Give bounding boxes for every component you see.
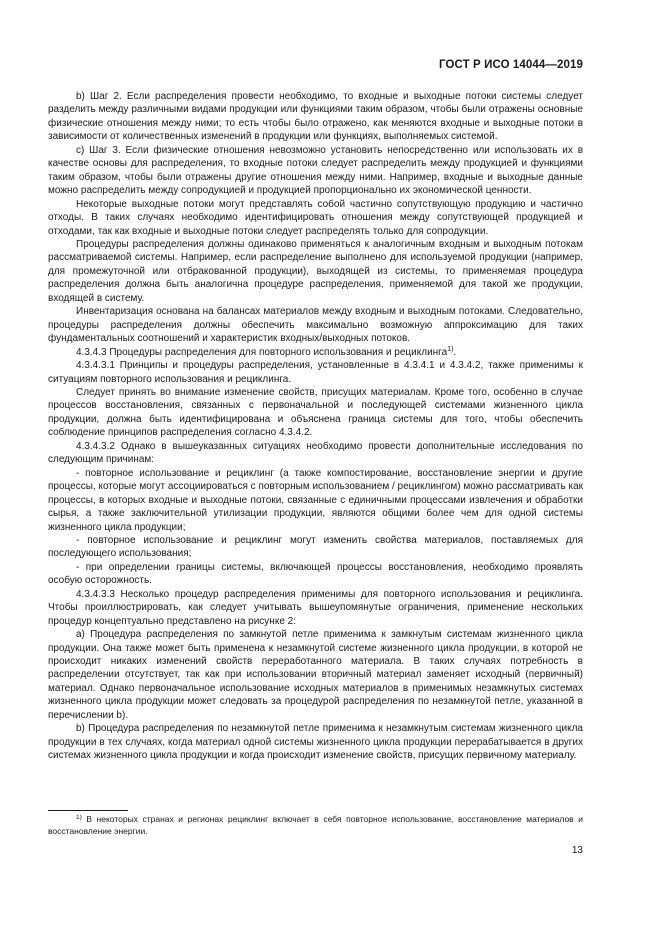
page-number: 13 [571, 845, 583, 856]
paragraph: Следует принять во внимание изменение свойств, присущих материалам. Кроме того, особенно в случае процессов восстановления, связанных с первоначальной и последующей системами жизненного цикла продукции, должна быть идентифицирована и объяснена граница системы для того, чтобы обеспечить соблюдение принципов распределения согласно 4.3.4.2. [48, 386, 583, 439]
list-item: - при определении границы системы, включающей процессы восстановления, необходимо проявлять особую осторожность. [48, 561, 583, 587]
paragraph: Процедуры распределения должны одинаково применяться к аналогичным входным и выходным потокам рассматриваемой системы. Например, если распределение выполнено для используемой продукции (например, для промежуточной или отбракованной продукции), выходящей из системы, то применяемая процедура распределения должна быть аналогична процедуре распределения, применяемой для такой же продукции, входящей в систему. [48, 238, 583, 304]
paragraph: b) Шаг 2. Если распределения провести необходимо, то входные и выходные потоки системы следует разделить между различными видами продукции или функциями таким образом, чтобы были отражены основные физические отношения между ними; то есть чтобы было отражено, как меняются входные и выходные потоки в зависимости от количественных изменений в продукции или функциях, выполняемых системой. [48, 91, 583, 143]
footnote-text: В некоторых странах и регионах рециклинг включает в себя повторное использование, восстановление материалов и восстановление энергии. [48, 814, 583, 836]
list-item: - повторное использование и рециклинг могут изменить свойства материалов, поставляемых для последующего использования; [48, 534, 583, 560]
section-heading-text: 4.3.4.3 Процедуры распределения для повторного использования и рециклинга [76, 346, 448, 358]
footnote-reference: 1) [447, 345, 454, 353]
footnote-divider [48, 810, 128, 811]
paragraph: 4.3.4.3.2 Однако в вышеуказанных ситуациях необходимо провести дополнительные исследования по следующим причинам: [48, 440, 583, 466]
footnote-marker: 1) [76, 814, 82, 821]
paragraph: 4.3.4.3.1 Принципы и процедуры распределения, установленные в 4.3.4.1 и 4.3.4.2, также применимы к ситуациям повторного использования и рециклинга. [48, 360, 583, 385]
footnote [48, 813, 583, 837]
paragraph: Некоторые выходные потоки могут представлять собой частично сопутствующую продукцию и частично отходы. В таких случаях необходимо идентифицировать отношения между сопутствующей продукцией и отходами, так как входные и выходные потоки следует распределять только для сопродукции. [48, 198, 583, 237]
list-item: b) Процедура распределения по незамкнутой петле применима к незамкнутым системам жизненного цикла продукции в тех случаях, когда материал одной системы жизненного цикла продукции перерабатывается в других системах жизненного цикла продукции и когда происходит изменение свойств, присущих первичному материалу. [48, 723, 583, 762]
paragraph: Инвентаризация основана на балансах материалов между входным и выходным потоками. Следовательно, процедуры распределения должны обеспечить максимально возможную аппроксимацию для таких фундаментальных соотношений и характеристик входных/выходных потоков. [48, 306, 583, 345]
paragraph: 4.3.4.3.3 Несколько процедур распределения применимы для повторного использования и рециклинга. Чтобы проиллюстрировать, как следует учитывать вышеупомянутые ограничения, применение нескольких процедур концептуально представлено на рисунке 2: [48, 588, 583, 627]
list-item: a) Процедура распределения по замкнутой петле применима к замкнутым системам жизненного цикла продукции. Она также может быть применена к незамкнутой системе жизненного цикла продукции, в которой не происходит никаких изменений свойств переработанного материала. В таких случаях потребность в распределении отсутствует, так как при использовании вторичный материал заменяет исходный (первичный) материал. Однако первоначальное использование исходных материалов в применимых незамкнутых системах жизненного цикла продукции может следовать за процедурой распределения по незамкнутой петле, указанной в перечислении b). [48, 629, 583, 721]
body-text [48, 90, 583, 763]
section-heading: 4.3.4.3 Процедуры распределения для повторного использования и рециклинга$^{1)}$. [76, 345, 457, 358]
list-item: - повторное использование и рециклинг (а также компостирование, восстановление энергии и другие процессы, которые могут ассоциироваться с повторным использованием / рециклингом) можно рассматривать как процессы, в которых входные и выходные потоки, связанные с единичными процессами извлечения и обработки сырья, а также заключительной утилизации продукции, являются общими более чем для одной системы жизненного цикла продукции; [48, 467, 583, 533]
standard-header: ГОСТ Р ИСО 14044—2019 [438, 59, 583, 71]
paragraph: c) Шаг 3. Если физические отношения невозможно установить непосредственно или использовать их в качестве основы для распределения, то входные потоки следует распределить между продукцией и функциями таким образом, чтобы были отражены другие отношения между ними. Например, входные и выходные данные можно распределить между сопродукцией и продукцией пропорционально их экономической ценности. [48, 144, 583, 197]
